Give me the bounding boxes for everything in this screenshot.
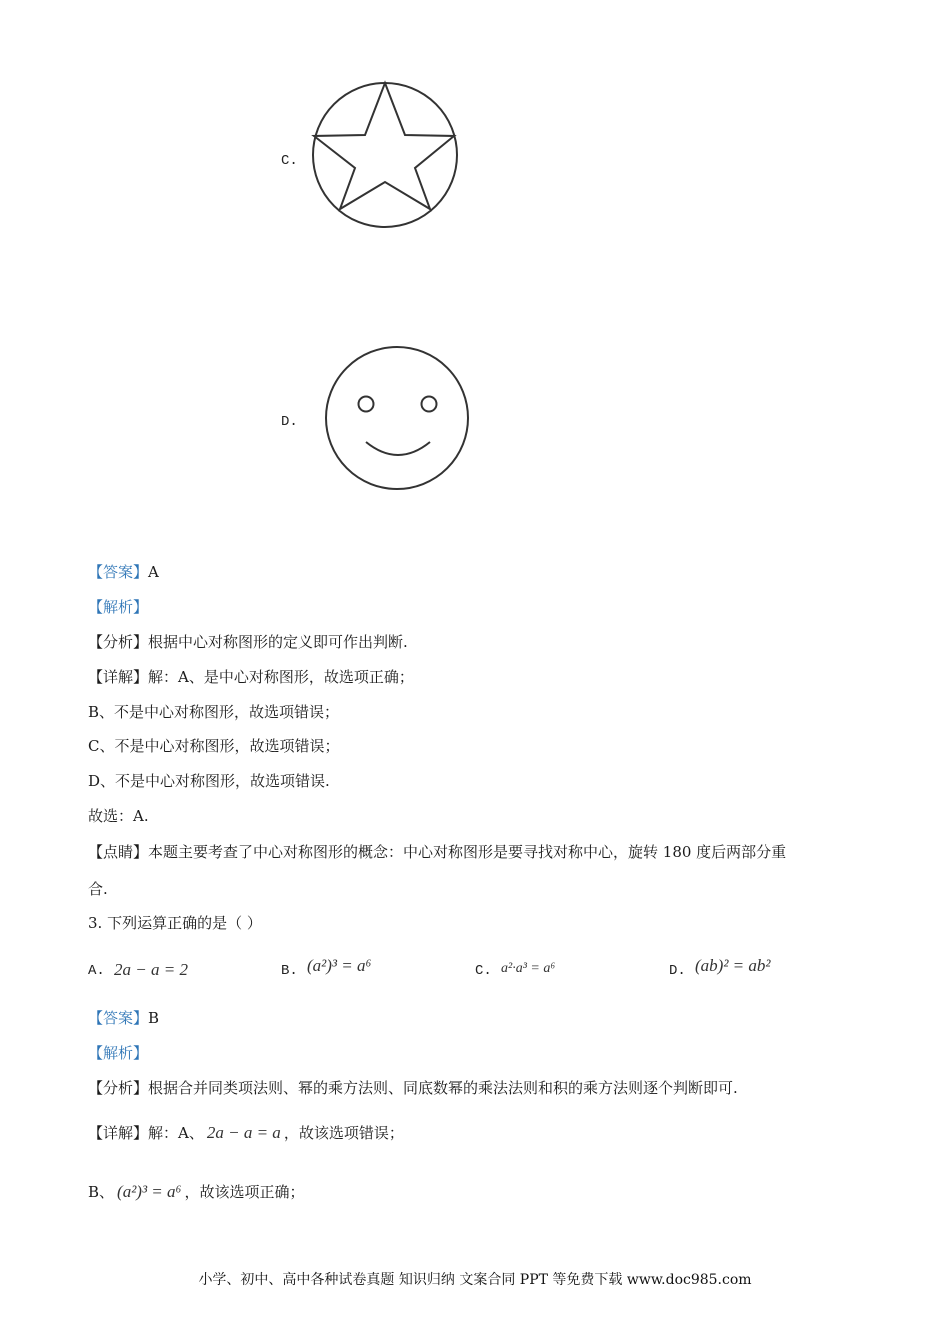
star-in-circle-figure	[308, 78, 460, 230]
line-b-expr: (a²)³ = a⁶	[117, 1182, 182, 1201]
xiangjie-expr: 2a − a = a	[206, 1123, 281, 1142]
smiley-face-figure	[322, 344, 472, 494]
dianjing-text: 本题主要考查了中心对称图形的概念：中心对称图形是要寻找对称中心，旋转 180 度后两部分重	[148, 843, 787, 861]
q3-option-a-label: A.	[88, 963, 105, 979]
xiangjie-suffix: ，故该选项错误；	[283, 1124, 404, 1142]
xiangjie-tag: 【详解】	[88, 668, 149, 686]
q2-answer-line	[88, 562, 159, 582]
q3-option-c-label: C.	[475, 963, 492, 979]
fenxi-tag: 【分析】	[88, 1079, 149, 1097]
q2-choose-line: 故选：A.	[88, 807, 149, 825]
q2-line-d: D、不是中心对称图形，故选项错误.	[88, 772, 330, 790]
page-footer: 小学、初中、高中各种试卷真题 知识归纳 文案合同 PPT 等免费下载 www.doc985.com	[198, 1272, 752, 1288]
line-b-suffix: ，故该选项正确；	[184, 1183, 305, 1201]
q3-line-b	[88, 1182, 304, 1202]
answer-tag: 【答案】	[88, 1009, 149, 1027]
q3-option-d-label: D.	[669, 963, 686, 979]
q3-option-d-expr: (ab)² = ab²	[695, 956, 771, 975]
q3-answer-line	[88, 1008, 159, 1028]
q3-option-b-expr: (a²)³ = a⁶	[307, 956, 372, 975]
q3-option-a-expr: 2a − a = 2	[114, 960, 188, 979]
q2-line-b: B、不是中心对称图形，故选项错误；	[88, 703, 340, 721]
q2-analysis-line	[88, 597, 148, 617]
q2-dianjing-line	[88, 842, 786, 862]
q3-analysis-line	[88, 1043, 148, 1063]
q3-option-b-label: B.	[281, 963, 298, 979]
xiangjie-prefix: 解：A、	[148, 1124, 204, 1142]
fenxi-text: 根据合并同类项法则、幂的乘方法则、同底数幂的乘法法则和积的乘方法则逐个判断即可.	[148, 1079, 738, 1097]
analysis-tag: 【解析】	[88, 598, 149, 616]
q2-dianjing-continued: 合.	[88, 880, 108, 898]
fenxi-text: 根据中心对称图形的定义即可作出判断.	[148, 633, 408, 651]
q3-fenxi-line	[88, 1078, 738, 1098]
q3-xiangjie-line	[88, 1123, 404, 1143]
q2-xiangjie-line	[88, 667, 414, 687]
q3-stem: 3. 下列运算正确的是（ ）	[88, 914, 262, 932]
dianjing-tag: 【点睛】	[88, 843, 149, 861]
option-c-label: C.	[281, 153, 298, 169]
q2-fenxi-line	[88, 632, 408, 652]
answer-tag: 【答案】	[88, 563, 149, 581]
answer-value: B	[148, 1009, 160, 1027]
line-b-prefix: B、	[88, 1183, 115, 1201]
q2-line-c: C、不是中心对称图形，故选项错误；	[88, 737, 340, 755]
q3-option-c-expr: a²·a³ = a⁶	[501, 961, 556, 976]
xiangjie-tag: 【详解】	[88, 1124, 149, 1142]
fenxi-tag: 【分析】	[88, 633, 149, 651]
analysis-tag: 【解析】	[88, 1044, 149, 1062]
option-d-label: D.	[281, 414, 298, 430]
answer-value: A	[148, 563, 159, 581]
xiangjie-text: 解：A、是中心对称图形，故选项正确；	[148, 668, 414, 686]
